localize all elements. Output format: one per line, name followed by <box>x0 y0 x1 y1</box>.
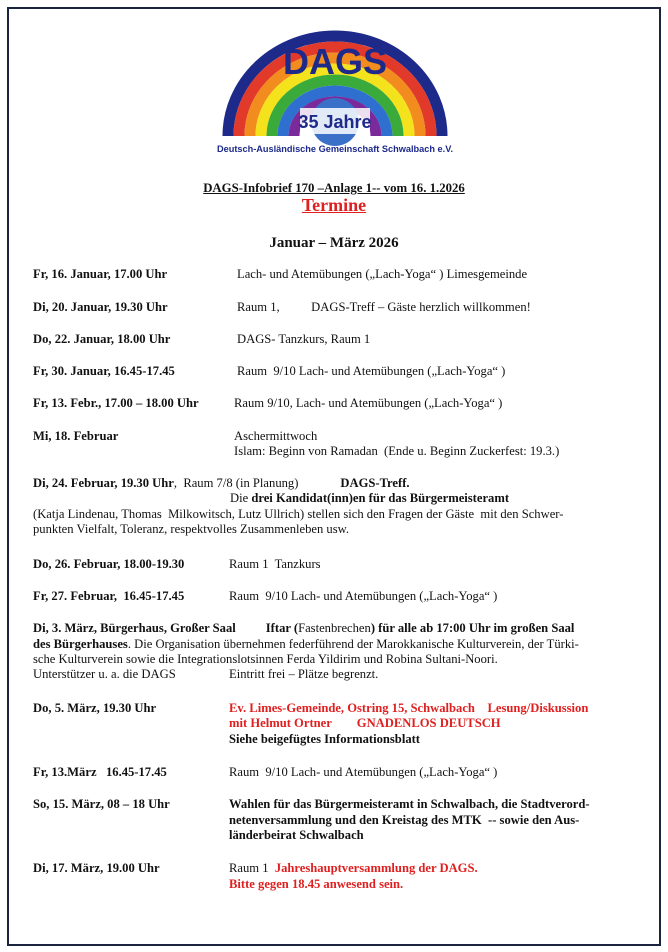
event-desc: Raum 9/10 Lach- und Atemübungen („Lach-Yoga“ ) <box>229 765 498 779</box>
event-text: Bitte gegen 18.45 anwesend sein. <box>229 877 404 891</box>
event-title: DAGS-Treff. <box>340 476 410 490</box>
event-text: länderbeirat Schwalbach <box>229 828 364 842</box>
event-desc: Raum 9/10, Lach- und Atemübungen („Lach-Yoga“ ) <box>234 396 503 410</box>
event-text: Die <box>230 491 252 505</box>
event-desc: Raum 9/10 Lach- und Atemübungen („Lach-Yoga“ ) <box>229 589 498 603</box>
event-date: Di, 3. März, Bürgerhaus, Großer Saal <box>33 621 236 635</box>
event-text: Raum 1 <box>229 861 275 875</box>
event-text: Wahlen für das Bürgermeisteramt in Schwalbach, die Stadtverord- <box>229 797 590 811</box>
heading-termine: Termine <box>301 195 367 215</box>
event-desc: Aschermittwoch <box>234 429 318 443</box>
event-text: (Katja Lindenau, Thomas Milkowitsch, Lutz Ullrich) stellen sich den Fragen der Gäste mit den Schwer- <box>33 507 564 521</box>
event-text: . Die Organisation übernehmen federführend der Marokkanische Kulturverein, der Türki- <box>127 637 579 651</box>
logo-badge: 35 Jahre <box>298 112 372 132</box>
event-text-bold: drei Kandidat(inn)en für das Bürgermeisteramt <box>251 491 510 505</box>
event-date: Fr, 16. Januar, 17.00 Uhr <box>33 267 168 281</box>
event-desc: Islam: Beginn von Ramadan (Ende u. Beginn Zuckerfest: 19.3.) <box>234 444 560 458</box>
event-text: Fastenbrechen <box>298 621 371 635</box>
event-date: Di, 17. März, 19.00 Uhr <box>33 861 160 875</box>
event-text: sche Kulturverein sowie die Integrationslotsinnen Ferda Yildirim und Robina Sultani-Noori. <box>33 652 498 666</box>
event-text-bold: Jahreshauptversammlung der DAGS. <box>274 861 478 875</box>
event-date: Di, 24. Februar, 19.30 Uhr <box>33 476 174 490</box>
event-text: Siehe beigefügtes Informationsblatt <box>229 732 420 746</box>
event-desc: Raum 1, DAGS-Treff – Gäste herzlich willkommen! <box>237 300 531 314</box>
event-date: Do, 26. Februar, 18.00-19.30 <box>33 557 185 571</box>
event-date: Fr, 13. Febr., 17.00 – 18.00 Uhr <box>33 396 199 410</box>
event-text: Ev. Limes-Gemeinde, Ostring 15, Schwalbach Lesung/Diskussion <box>229 701 589 715</box>
event-line <box>33 476 410 491</box>
event-text: punkten Vielfalt, Toleranz, respektvolles Zusammenleben usw. <box>33 522 350 536</box>
event-text: netenversammlung und den Kreistag des MTK -- sowie den Aus- <box>229 813 580 827</box>
event-desc: DAGS- Tanzkurs, Raum 1 <box>237 332 371 346</box>
event-text-bold: Iftar ( <box>265 621 299 635</box>
event-date: Mi, 18. Februar <box>33 429 119 443</box>
event-text-bold: des Bürgerhauses <box>33 637 128 651</box>
event-text-bold: ) für alle ab 17:00 Uhr im großen Saal <box>370 621 575 635</box>
logo-text: DAGS <box>282 41 388 82</box>
event-date: Do, 5. März, 19.30 Uhr <box>33 701 157 715</box>
event-text: Eintritt frei – Plätze begrenzt. <box>229 667 379 681</box>
dags-logo <box>210 18 460 168</box>
event-date: Fr, 30. Januar, 16.45-17.45 <box>33 364 175 378</box>
event-desc: , Raum 7/8 (in Planung) <box>173 476 299 490</box>
event-desc: Raum 1 Tanzkurs <box>229 557 321 571</box>
event-desc: Lach- und Atemübungen („Lach-Yoga“ ) Limesgemeinde <box>237 267 528 281</box>
event-date: So, 15. März, 08 – 18 Uhr <box>33 797 170 811</box>
event-date: Fr, 13.März 16.45-17.45 <box>33 765 167 779</box>
event-date: Di, 20. Januar, 19.30 Uhr <box>33 300 168 314</box>
logo-subtitle: Deutsch-Ausländische Gemeinschaft Schwalbach e.V. <box>216 144 454 154</box>
event-desc: Raum 9/10 Lach- und Atemübungen („Lach-Yoga“ ) <box>237 364 506 378</box>
event-date: Fr, 27. Februar, 16.45-17.45 <box>33 589 185 603</box>
event-date: Do, 22. Januar, 18.00 Uhr <box>33 332 171 346</box>
period-heading: Januar – März 2026 <box>269 235 399 251</box>
document-title: DAGS-Infobrief 170 –Anlage 1-- vom 16. 1.2026 <box>203 181 465 195</box>
event-text: mit Helmut Ortner GNADENLOS DEUTSCH <box>229 716 501 730</box>
event-text: Unterstützer u. a. die DAGS <box>33 667 176 681</box>
